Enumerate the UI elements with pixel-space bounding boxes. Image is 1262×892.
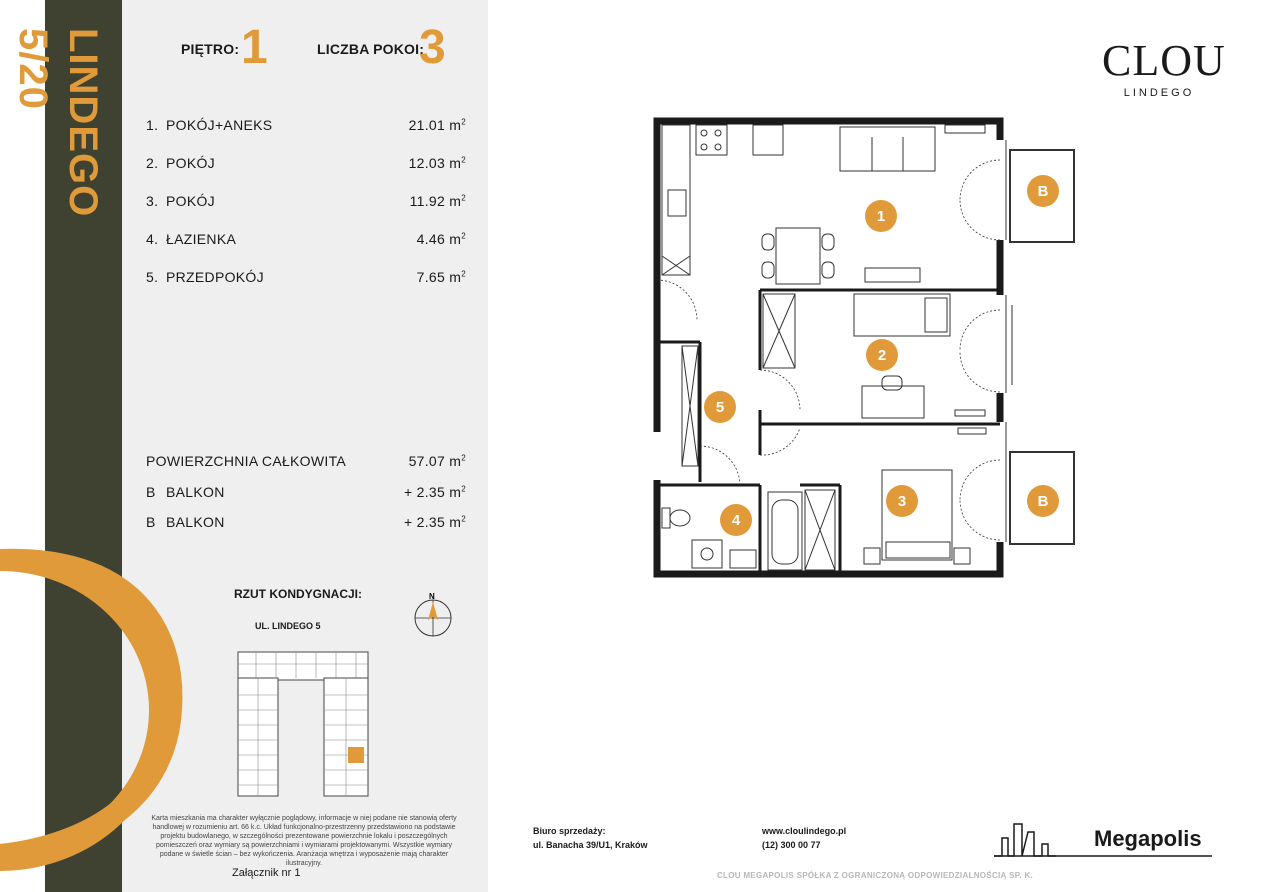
sales-office-address: ul. Banacha 39/U1, Kraków xyxy=(533,840,648,850)
room-name: ŁAZIENKA xyxy=(166,231,237,247)
room-name: POKÓJ xyxy=(166,155,215,171)
room-area: 21.01 $m^2$ xyxy=(408,117,466,133)
company-legal-name: CLOU MEGAPOLIS SPÓŁKA Z OGRANICZONĄ ODPOWIEDZIALNOŚCIĄ SP. K. xyxy=(716,871,1034,880)
balcony-code: B xyxy=(146,514,156,530)
room-area: 12.03 $m^2$ xyxy=(408,155,466,171)
brand-subtitle: LINDEGO xyxy=(1123,87,1195,99)
room-row xyxy=(146,155,466,175)
partner-logo-text: Megapolis xyxy=(1094,826,1202,851)
room-number: 5. xyxy=(146,269,159,285)
room-number: 4. xyxy=(146,231,159,247)
room-name: POKÓJ+ANEKS xyxy=(166,117,273,133)
room-row xyxy=(146,117,466,137)
svg-text:3: 3 xyxy=(897,493,907,510)
apartment-highlight xyxy=(348,747,364,763)
room-row xyxy=(146,193,466,213)
sales-office-label: Biuro sprzedaży: xyxy=(533,826,606,836)
balcony-badge-top xyxy=(1027,175,1059,207)
brand-logo: CLOU xyxy=(1102,36,1226,85)
disclaimer-text: Karta mieszkania ma charakter wyłącznie poglądowy, informacje w niej podane nie stanowią oferty handlowej w rozumieniu art. 66 k.c. Układ funkcjonalno-przestrzenny przedstawiono na podstawie projektu budowlanego, w szczególności prezentowane powierzchnie lokalu i poszczególnych pomieszczeń oraz wymiary są powierzchniami i wymiarami projektowanymi. Wszystkie wymiary podane w świetle ścian – bez wykończenia. Aranżacja wnętrza i wyposażenie mają charakter ilustracyjny. xyxy=(151,815,457,867)
room-name: PRZEDPOKÓJ xyxy=(166,269,264,285)
floor-label: PIĘTRO: xyxy=(181,41,240,57)
rooms-count-label: LICZBA POKOI: xyxy=(317,41,425,57)
room-badge-5 xyxy=(704,391,736,423)
room-name: POKÓJ xyxy=(166,193,215,209)
room-number: 3. xyxy=(146,193,159,209)
room-area: 11.92 $m^2$ xyxy=(409,193,466,209)
room-area: 7.65 $m^2$ xyxy=(416,269,466,285)
balcony-badge-bottom xyxy=(1027,485,1059,517)
room-badge-3 xyxy=(886,485,918,517)
svg-text:B: B xyxy=(1037,183,1049,200)
balcony-row xyxy=(146,514,466,534)
total-area-value: 57.07 $m^2$ xyxy=(408,453,466,469)
svg-text:4: 4 xyxy=(731,512,741,529)
phone-number[interactable]: (12) 300 00 77 xyxy=(762,840,821,850)
rooms-count-value: 3 xyxy=(419,21,446,74)
balcony-name: BALKON xyxy=(166,484,225,500)
balcony-area: + 2.35 $m^2$ xyxy=(403,484,466,500)
svg-text:2: 2 xyxy=(877,347,887,364)
website-link[interactable]: www.cloulindego.pl xyxy=(762,826,847,836)
compass-icon xyxy=(412,590,456,640)
total-area-row xyxy=(146,453,466,473)
building-number-title: LINDEGO 5/20 xyxy=(11,28,105,218)
room-area: 4.46 $m^2$ xyxy=(416,231,466,247)
building-key-plan xyxy=(236,650,372,800)
room-number: 1. xyxy=(146,117,159,133)
balcony-code: B xyxy=(146,484,156,500)
attachment-label: Załącznik nr 1 xyxy=(232,867,301,879)
svg-text:B: B xyxy=(1037,493,1049,510)
balcony-name: BALKON xyxy=(166,514,225,530)
room-row xyxy=(146,231,466,251)
room-row xyxy=(146,269,466,289)
room-badge-1 xyxy=(865,200,897,232)
floor-map-title: RZUT KONDYGNACJI: xyxy=(234,587,362,601)
floor-value: 1 xyxy=(241,21,268,74)
apartment-floor-plan xyxy=(640,110,1090,585)
svg-text:1: 1 xyxy=(876,208,886,225)
total-area-label: POWIERZCHNIA CAŁKOWITA xyxy=(146,453,347,469)
room-number: 2. xyxy=(146,155,159,171)
balcony-row xyxy=(146,484,466,504)
balcony-area: + 2.35 $m^2$ xyxy=(403,514,466,530)
street-label: UL. LINDEGO 5 xyxy=(255,621,321,631)
room-badge-4 xyxy=(720,504,752,536)
compass-letter: N xyxy=(429,592,435,601)
svg-text:5: 5 xyxy=(715,399,725,416)
room-badge-2 xyxy=(866,339,898,371)
